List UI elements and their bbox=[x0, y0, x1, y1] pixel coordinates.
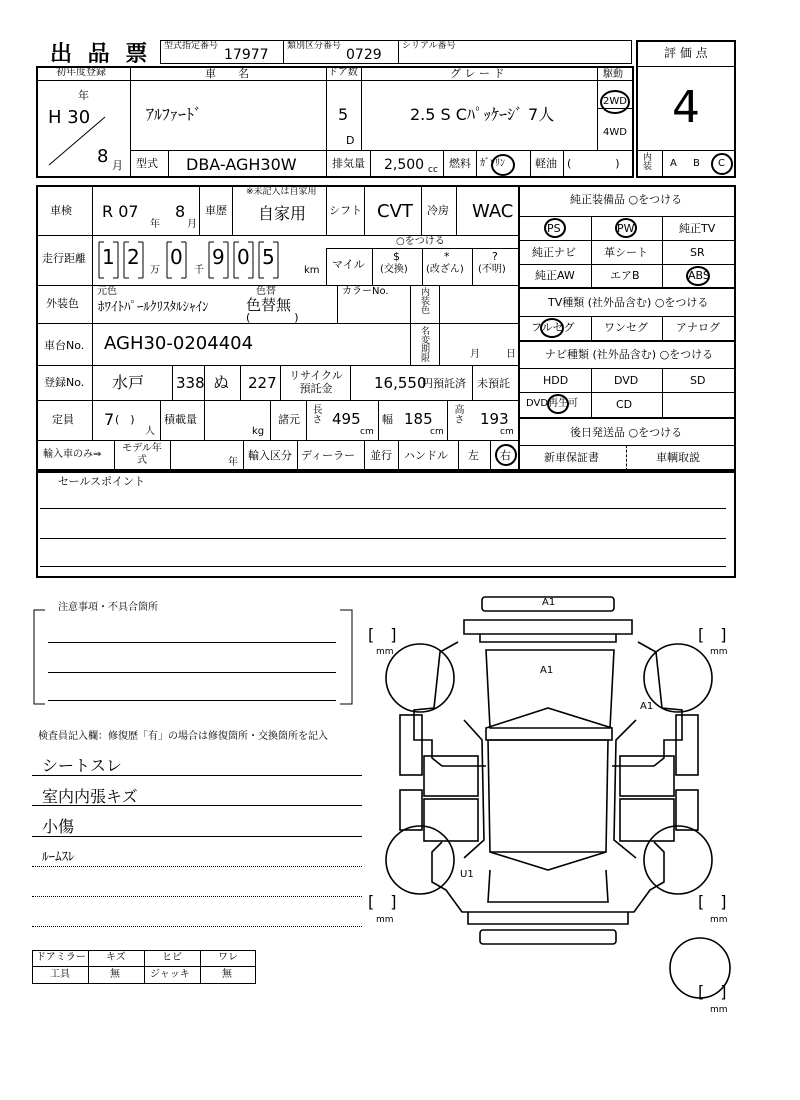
original-color-label: 元色 bbox=[97, 286, 117, 297]
tools-header-break: ワレ bbox=[218, 952, 238, 963]
fuel-other: ( ) bbox=[567, 157, 620, 170]
history-note: ※未記入は自家用 bbox=[246, 187, 317, 197]
navi-label: ナビ種類 (社外品含む) ○をつける bbox=[545, 348, 714, 361]
serial-label: シリアル番号 bbox=[402, 41, 456, 51]
exchange-label: (交換) bbox=[380, 264, 408, 275]
equip-ps: PS bbox=[547, 222, 561, 235]
type-spec-value: 17977 bbox=[224, 47, 269, 63]
note-entry-1: シートスレ bbox=[42, 756, 122, 775]
recycle-not: 未預託 bbox=[477, 377, 510, 390]
plate-class: 338 bbox=[176, 374, 205, 392]
inspector-label: 検査員記入欄：修復歴「有」の場合は修復箇所・交換箇所を記入 bbox=[38, 731, 328, 742]
load-unit: kg bbox=[252, 426, 265, 437]
inspection-label: 車検 bbox=[50, 204, 72, 217]
tv-fullseg: フルセグ bbox=[531, 321, 575, 334]
drive-4wd: 4WD bbox=[603, 127, 627, 138]
mm-front-right: mm bbox=[710, 647, 728, 657]
first-reg-label: 初年度登録 bbox=[56, 67, 106, 78]
original-color-value: ﾎﾜｲﾄﾊﾟｰﾙｸﾘｽﾀﾙｼｬｲﾝ bbox=[98, 300, 209, 315]
type-spec-label: 型式指定番号 bbox=[164, 41, 219, 51]
sales-point-label: セールスポイント bbox=[58, 475, 146, 488]
car-name-label: 車 名 bbox=[205, 67, 249, 80]
navi-sd: SD bbox=[690, 374, 706, 387]
parallel-label: 並行 bbox=[370, 449, 392, 462]
category-label: 類別区分番号 bbox=[287, 41, 342, 51]
bracket-front-left: [ ] bbox=[368, 625, 397, 644]
displacement-value: 2,500 bbox=[384, 157, 425, 173]
mileage-check-note: ○をつける bbox=[396, 236, 445, 247]
history-value: 自家用 bbox=[258, 204, 307, 223]
unknown-label: (不明) bbox=[478, 264, 506, 275]
shift-label: シフト bbox=[329, 204, 362, 217]
capacity-label: 定員 bbox=[52, 413, 74, 426]
import-label: 輸入車のみ⇒ bbox=[43, 449, 102, 460]
mileage-digit-5: 0 bbox=[237, 245, 250, 269]
tools-row-jack-value: 無 bbox=[222, 969, 232, 980]
mileage-digit-2: 2 bbox=[127, 245, 140, 269]
title-deadline-label: 名変期限 bbox=[419, 326, 429, 362]
capacity-unit: 人 bbox=[145, 426, 155, 437]
repaint-value: 色替無 bbox=[246, 296, 292, 314]
mileage-label: 走行距離 bbox=[42, 252, 86, 265]
tools-row-tool: 工具 bbox=[50, 969, 70, 980]
bracket-rear-right: [ ] bbox=[698, 892, 727, 911]
later-label: 後日発送品 ○をつける bbox=[570, 426, 683, 439]
left-label: 左 bbox=[468, 449, 479, 462]
model-value: DBA-AGH30W bbox=[186, 155, 297, 174]
interior-a: A bbox=[670, 158, 677, 169]
doors-suffix: D bbox=[346, 134, 355, 147]
tv-analog: アナログ bbox=[676, 321, 720, 334]
dims-label: 諸元 bbox=[278, 413, 300, 426]
navi-cd: CD bbox=[616, 398, 633, 411]
length-label: 長さ bbox=[310, 404, 321, 424]
interior-b: B bbox=[693, 158, 700, 169]
tools-header-scratch: キズ bbox=[106, 952, 126, 963]
capacity-value: 7 bbox=[104, 410, 115, 429]
height-value: 193 bbox=[480, 410, 509, 428]
handle-label: ハンドル bbox=[404, 449, 448, 462]
mm-rear-right: mm bbox=[710, 915, 728, 925]
width-unit: cm bbox=[430, 427, 444, 437]
capacity-paren: ( ) bbox=[115, 413, 135, 426]
mileage-unit: km bbox=[304, 265, 320, 276]
equip-aw: 純正AW bbox=[535, 269, 575, 282]
year-unit: 年 bbox=[78, 89, 89, 102]
mark-top: A1 bbox=[542, 597, 556, 608]
first-reg-era: H 30 bbox=[48, 107, 91, 128]
form-title: 出 品 票 bbox=[50, 42, 152, 67]
equip-pw: PW bbox=[617, 222, 635, 235]
recycle-value: 16,550 bbox=[374, 374, 427, 392]
interior-c: C bbox=[718, 158, 725, 169]
equip-abs: ABS bbox=[688, 269, 710, 282]
fuel-label: 燃料 bbox=[449, 157, 471, 170]
height-label: 高さ bbox=[452, 404, 463, 424]
repaint-paren: ( ) bbox=[246, 311, 299, 324]
caution-label: 注意事項・不具合箇所 bbox=[58, 602, 158, 613]
mm-spare: mm bbox=[710, 1005, 728, 1015]
mark-hood: A1 bbox=[540, 665, 554, 676]
tamper-label: (改ざん) bbox=[426, 264, 464, 275]
navi-hdd: HDD bbox=[543, 374, 569, 387]
car-name-value: ｱﾙﾌｧｰﾄﾞ bbox=[146, 105, 203, 124]
tv-label: TV種類 (社外品含む) ○をつける bbox=[548, 296, 709, 309]
mm-rear-left: mm bbox=[376, 915, 394, 925]
drive-label: 駆動 bbox=[603, 69, 623, 80]
score-label: 評 価 点 bbox=[664, 46, 708, 60]
import-type-label: 輸入区分 bbox=[248, 449, 292, 462]
displacement-label: 排気量 bbox=[332, 157, 365, 170]
recycle-label: リサイクル預託金 bbox=[289, 369, 343, 396]
length-unit: cm bbox=[360, 427, 374, 437]
plate-label: 登録No. bbox=[44, 376, 85, 389]
grade-label: グ レ ー ド bbox=[450, 67, 505, 80]
displacement-unit: cc bbox=[428, 165, 438, 175]
ac-value: WAC bbox=[472, 201, 514, 222]
interior-color-label: 内装色 bbox=[419, 287, 429, 314]
deadline-day: 日 bbox=[506, 349, 516, 360]
unknown-sym: ? bbox=[492, 250, 498, 263]
equip-airbag: エアB bbox=[610, 269, 640, 282]
navi-dvd-play: DVD再生可 bbox=[526, 398, 579, 409]
caution-bracket bbox=[30, 602, 360, 716]
chassis-value: AGH30-0204404 bbox=[104, 333, 254, 354]
interior-label: 内装 bbox=[641, 152, 651, 170]
tools-header-mirror: ドアミラー bbox=[36, 952, 86, 963]
exterior-label: 外装色 bbox=[46, 297, 79, 310]
shift-value: CVT bbox=[377, 201, 413, 222]
width-value: 185 bbox=[404, 410, 433, 428]
chassis-label: 車台No. bbox=[44, 339, 85, 352]
drive-2wd: 2WD bbox=[603, 96, 627, 107]
equip-navi: 純正ナビ bbox=[532, 246, 576, 259]
tools-row-jack: ジャッキ bbox=[150, 969, 190, 980]
deadline-month: 月 bbox=[470, 349, 480, 360]
mark-rear: U1 bbox=[460, 869, 474, 880]
inspection-year-unit: 年 bbox=[150, 219, 160, 230]
grade-value: 2.5 S Cﾊﾟｯｹｰｼﾞ 7人 bbox=[410, 105, 555, 124]
dealer-label: ディーラー bbox=[301, 449, 356, 462]
equip-leather: 革シート bbox=[604, 246, 648, 259]
equip-tv: 純正TV bbox=[679, 222, 716, 235]
bracket-front-right: [ ] bbox=[698, 625, 727, 644]
model-label: 型式 bbox=[136, 157, 158, 170]
navi-dvd: DVD bbox=[614, 374, 639, 387]
tamper-sym: * bbox=[444, 250, 450, 263]
ac-label: 冷房 bbox=[427, 204, 449, 217]
exchange-sym: $ bbox=[393, 250, 400, 263]
mark-fender: A1 bbox=[640, 701, 654, 712]
inspection-value: R 07 bbox=[102, 202, 139, 221]
width-label: 幅 bbox=[382, 413, 393, 426]
later-manual: 車輌取説 bbox=[656, 451, 700, 464]
note-entry-3: 小傷 bbox=[42, 817, 75, 836]
mileage-digit-6: 5 bbox=[262, 245, 275, 269]
category-value: 0729 bbox=[346, 47, 382, 63]
length-value: 495 bbox=[332, 410, 361, 428]
doors-label: ドア数 bbox=[328, 67, 358, 78]
tv-oneseg: ワンセグ bbox=[604, 321, 648, 334]
inspection-month: 8 bbox=[175, 202, 186, 221]
plate-region: 水戸 bbox=[112, 373, 145, 392]
mileage-man: 万 bbox=[150, 265, 160, 276]
right-label: 右 bbox=[500, 449, 511, 462]
load-label: 積載量 bbox=[164, 413, 197, 426]
note-entry-2: 室内内張キズ bbox=[42, 787, 138, 806]
fuel-gasoline: ｶﾞｿﾘﾝ bbox=[480, 158, 505, 169]
recycle-deposited: 円預託済 bbox=[422, 377, 466, 390]
plate-kana: ぬ bbox=[213, 373, 230, 392]
inspection-month-unit: 月 bbox=[187, 219, 197, 230]
mileage-digit-4: 9 bbox=[212, 245, 225, 269]
doors-value: 5 bbox=[338, 105, 349, 124]
tools-row-tool-value: 無 bbox=[110, 969, 120, 980]
plate-number: 227 bbox=[248, 374, 277, 392]
genuine-label: 純正装備品 ○をつける bbox=[570, 193, 683, 206]
score-value: 4 bbox=[672, 82, 700, 133]
bracket-spare: [ ] bbox=[698, 982, 727, 1001]
car-body-diagram bbox=[360, 590, 760, 1034]
model-year-unit: 年 bbox=[228, 457, 238, 468]
mileage-digit-1: 1 bbox=[102, 245, 115, 269]
color-no-label: カラーNo. bbox=[342, 286, 389, 297]
note-entry-4: ﾙｰﾑｽﾚ bbox=[42, 850, 75, 865]
mm-front-left: mm bbox=[376, 647, 394, 657]
tools-header-crack: ヒビ bbox=[162, 952, 182, 963]
height-unit: cm bbox=[500, 427, 514, 437]
history-label: 車歴 bbox=[205, 204, 227, 217]
equip-sr: SR bbox=[690, 246, 705, 259]
mileage-digit-3: 0 bbox=[170, 245, 183, 269]
later-warranty: 新車保証書 bbox=[544, 451, 599, 464]
month-unit: 月 bbox=[112, 159, 123, 172]
mileage-sen: 千 bbox=[194, 265, 204, 276]
model-year-label: モデル年式 bbox=[122, 443, 162, 466]
fuel-light-oil: 軽油 bbox=[535, 157, 557, 170]
bracket-rear-left: [ ] bbox=[368, 892, 397, 911]
mile-label: マイル bbox=[332, 258, 365, 271]
repaint-label: 色替 bbox=[256, 286, 276, 297]
first-reg-month: 8 bbox=[97, 146, 109, 167]
fuel-gasoline-circle bbox=[491, 154, 515, 176]
